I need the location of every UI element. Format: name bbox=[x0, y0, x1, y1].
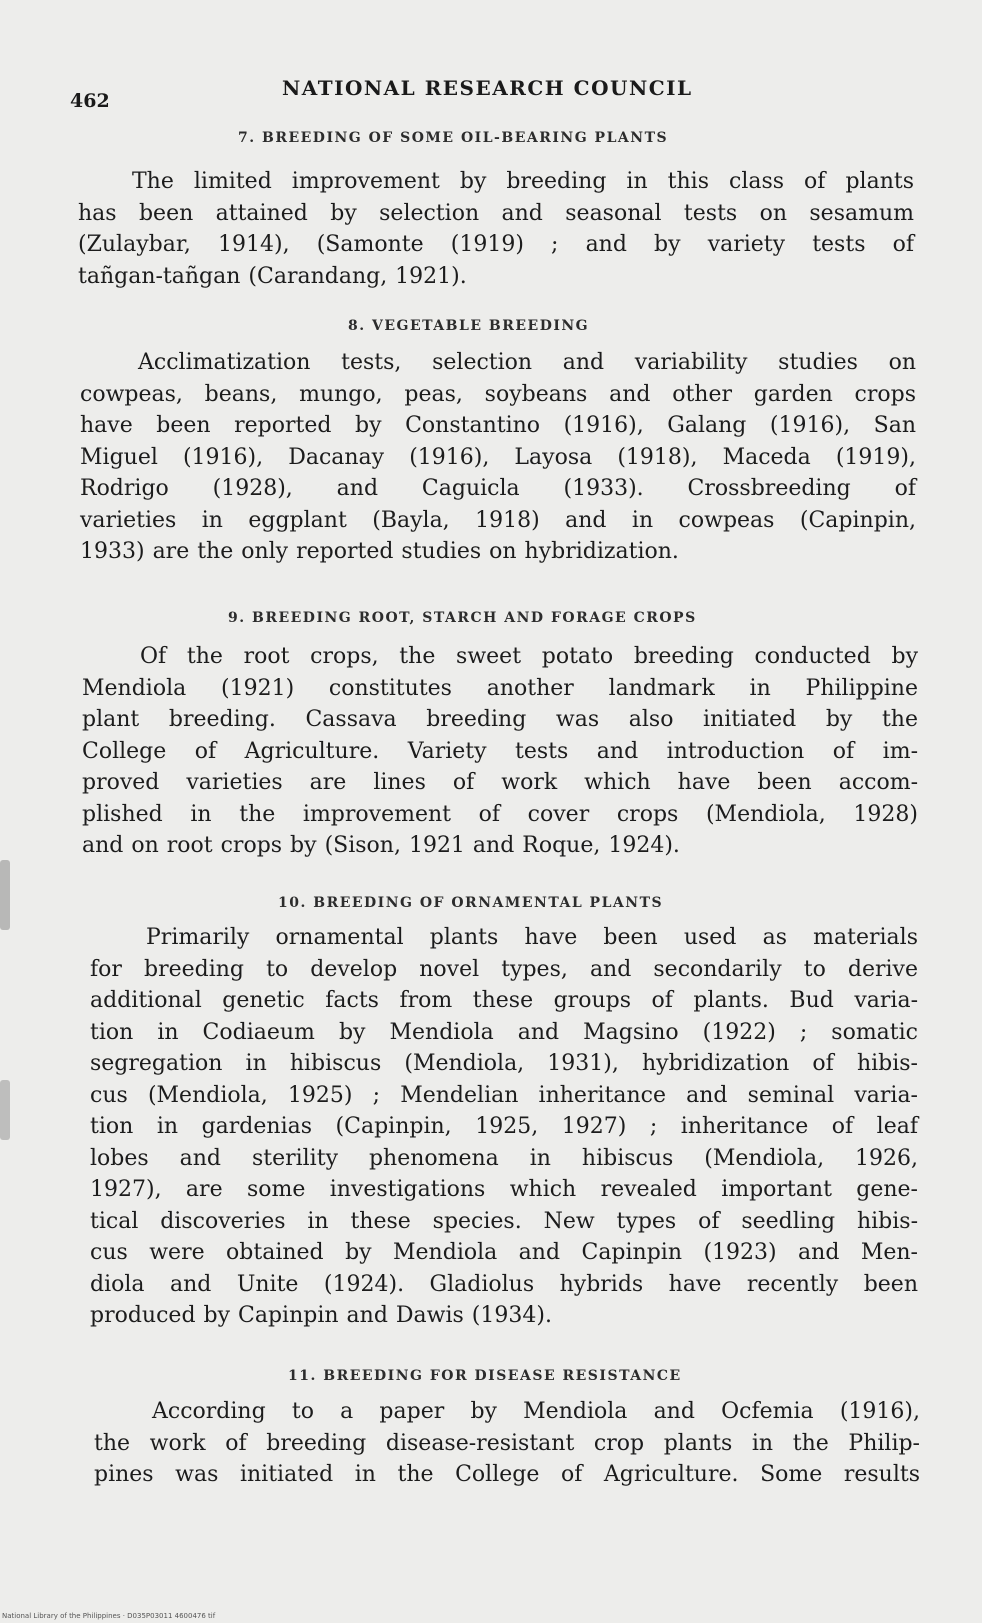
text-line: 1933) are the only reported studies on hybridization. bbox=[80, 539, 679, 564]
scan-footer: National Library of the Philippines · D035P03011 4600476 tif bbox=[2, 1612, 216, 1620]
text-line: and on root crops by (Sison, 1921 and Roque, 1924). bbox=[82, 833, 680, 858]
section-paragraph bbox=[78, 166, 914, 292]
text-line: Primarily ornamental plants have been used as materials bbox=[146, 925, 918, 950]
text-line: cowpeas, beans, mungo, peas, soybeans and other garden crops bbox=[80, 381, 916, 407]
text-line: has been attained by selection and seasonal tests on sesamum bbox=[78, 200, 914, 226]
text-line: the work of breeding disease-resistant crop plants in the Philip- bbox=[94, 1430, 920, 1456]
section-heading: 8. VEGETABLE BREEDING bbox=[348, 318, 590, 334]
text-line: tañgan-tañgan (Carandang, 1921). bbox=[78, 263, 467, 289]
text-line: tical discoveries in these species. New types of seedling hibis- bbox=[90, 1208, 918, 1234]
running-title: NATIONAL RESEARCH COUNCIL bbox=[282, 76, 693, 100]
text-line: (Zulaybar, 1914), (Samonte (1919) ; and by variety tests of bbox=[78, 232, 914, 257]
text-line: Of the root crops, the sweet potato breeding conducted by bbox=[140, 644, 918, 669]
text-line: lobes and sterility phenomena in hibiscus (Mendiola, 1926, bbox=[90, 1145, 918, 1171]
text-line: Acclimatization tests, selection and variability studies on bbox=[138, 350, 916, 375]
text-line: cus were obtained by Mendiola and Capinpin (1923) and Men- bbox=[90, 1240, 918, 1265]
text-line: Mendiola (1921) constitutes another landmark in Philippine bbox=[82, 675, 918, 701]
section-paragraph bbox=[82, 641, 918, 862]
scan-edge-mark bbox=[0, 860, 10, 930]
text-line: for breeding to develop novel types, and secondarily to derive bbox=[90, 956, 918, 982]
text-line: segregation in hibiscus (Mendiola, 1931), hybridization of hibis- bbox=[90, 1051, 918, 1076]
text-line: plished in the improvement of cover crops (Mendiola, 1928) bbox=[82, 801, 918, 827]
text-line: College of Agriculture. Variety tests and introduction of im- bbox=[82, 738, 918, 764]
text-line: proved varieties are lines of work which have been accom- bbox=[82, 770, 918, 795]
section-heading: 10. BREEDING OF ORNAMENTAL PLANTS bbox=[278, 895, 664, 911]
text-line: additional genetic facts from these groups of plants. Bud varia- bbox=[90, 988, 918, 1013]
section-paragraph bbox=[80, 347, 916, 568]
text-line: plant breeding. Cassava breeding was also initiated by the bbox=[82, 707, 918, 732]
section-heading: 11. BREEDING FOR DISEASE RESISTANCE bbox=[288, 1368, 682, 1384]
text-line: varieties in eggplant (Bayla, 1918) and in cowpeas (Capinpin, bbox=[80, 507, 916, 533]
text-line: tion in gardenias (Capinpin, 1925, 1927) ; inheritance of leaf bbox=[90, 1114, 918, 1139]
text-line: cus (Mendiola, 1925) ; Mendelian inheritance and seminal varia- bbox=[90, 1082, 918, 1108]
text-line: have been reported by Constantino (1916), Galang (1916), San bbox=[80, 413, 916, 438]
section-heading: 7. BREEDING OF SOME OIL-BEARING PLANTS bbox=[238, 130, 669, 146]
text-line: The limited improvement by breeding in this class of plants bbox=[132, 169, 914, 194]
text-line: pines was initiated in the College of Agriculture. Some results bbox=[94, 1462, 920, 1487]
page-number: 462 bbox=[70, 90, 110, 112]
text-line: Rodrigo (1928), and Caguicla (1933). Crossbreeding of bbox=[80, 476, 916, 501]
text-line: Miguel (1916), Dacanay (1916), Layosa (1918), Maceda (1919), bbox=[80, 444, 916, 470]
section-paragraph bbox=[90, 922, 918, 1332]
section-paragraph bbox=[94, 1396, 920, 1491]
text-line: produced by Capinpin and Dawis (1934). bbox=[90, 1303, 552, 1328]
text-line: tion in Codiaeum by Mendiola and Magsino (1922) ; somatic bbox=[90, 1019, 918, 1045]
section-heading: 9. BREEDING ROOT, STARCH AND FORAGE CROPS bbox=[228, 610, 697, 626]
text-line: According to a paper by Mendiola and Ocfemia (1916), bbox=[152, 1399, 920, 1424]
text-line: 1927), are some investigations which revealed important gene- bbox=[90, 1177, 918, 1202]
scan-edge-mark bbox=[0, 1080, 10, 1140]
page-header bbox=[70, 68, 910, 112]
text-line: diola and Unite (1924). Gladiolus hybrids have recently been bbox=[90, 1271, 918, 1297]
